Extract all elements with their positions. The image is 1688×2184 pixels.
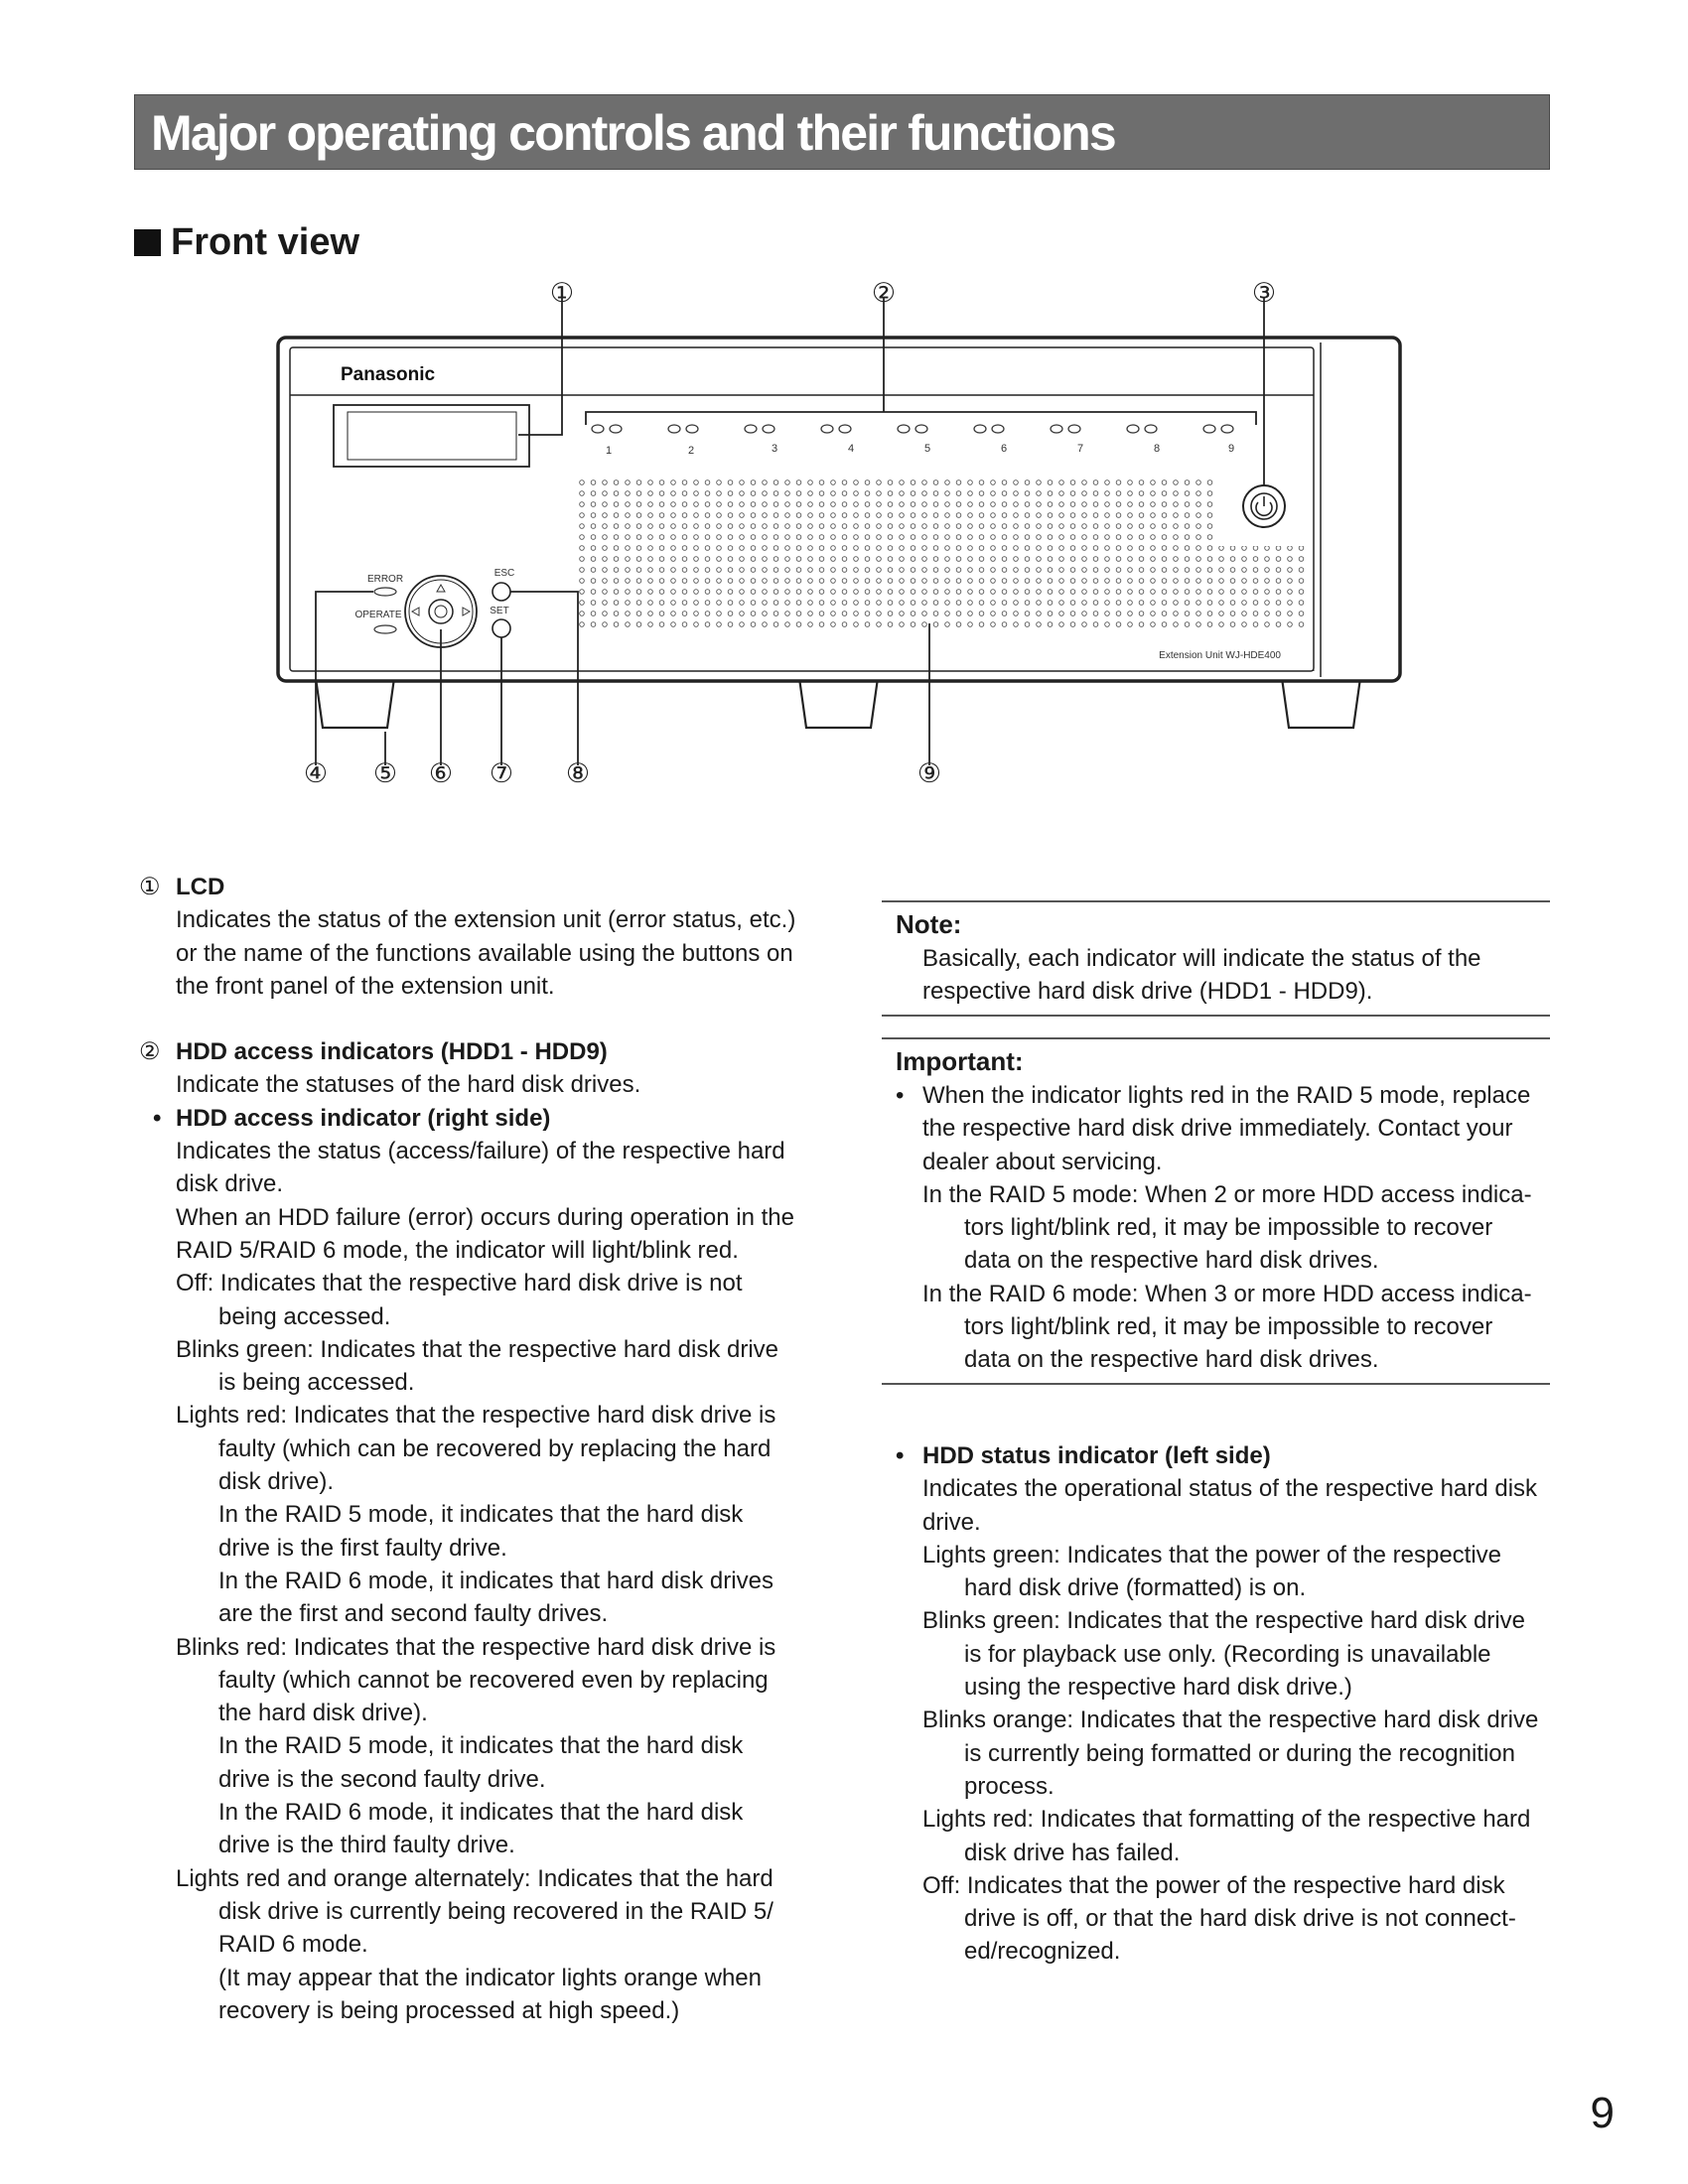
callout-9: ⑨ xyxy=(916,758,942,789)
svg-text:OPERATE: OPERATE xyxy=(354,610,402,620)
svg-text:8: 8 xyxy=(1153,443,1161,455)
callout-7: ⑦ xyxy=(489,758,514,789)
callout-6: ⑥ xyxy=(428,758,454,789)
status-indicator-section: • HDD status indicator (left side) Indicates the operational status of the respective hard disk drive. Lights green: Indicates that the power of the respective hard disk drive (formatted) is on. Blinks green: Indicates that the respective hard disk drive is for playback use only. (Recording is unavailable using the respective hard disk drive.) Blinks orange: Indicates that the respective hard disk drive is currently being formatted or during the recognition process. Lights red: Indicates that formatting of the respective hard disk drive has failed. Off: Indicates that the power of the respective hard disk drive is off, or that the hard disk drive is not connect- ed/recognized. xyxy=(896,1442,1539,1966)
callout-5: ⑤ xyxy=(372,758,398,789)
model-label: Extension Unit WJ-HDE400 xyxy=(1159,650,1281,661)
svg-text:5: 5 xyxy=(923,443,931,455)
page-number: 9 xyxy=(1590,2089,1615,2137)
svg-text:4: 4 xyxy=(847,443,855,455)
callout-8: ⑧ xyxy=(565,758,591,789)
foot-middle xyxy=(799,678,878,728)
lcd-heading: ① LCD xyxy=(139,874,225,900)
section-title: Front view xyxy=(171,221,360,263)
note-box: Note: Basically, each indicator will indicate the status of the respective hard disk drive (HDD1 - HDD9). xyxy=(882,900,1550,1017)
svg-text:1: 1 xyxy=(605,445,613,457)
callout-4: ④ xyxy=(303,758,329,789)
svg-text:3: 3 xyxy=(771,443,778,455)
foot-right xyxy=(1282,678,1360,728)
svg-text:ERROR: ERROR xyxy=(366,574,404,585)
brand-logo: Panasonic xyxy=(341,364,436,385)
access-indicator-heading: • HDD access indicator (right side) xyxy=(153,1104,551,1132)
left-column: ① LCD Indicates the status of the extension unit (error status, etc.) or the name of the functions available using the buttons on the front panel of the extension unit. ② HDD access indicators (HDD1 - HDD9) Indicate the statuses of the hard disk drives. • HDD access indicator (right side) Indicates the status (access/failure) of the respective hard disk drive. When an HDD failure (error) occurs during operation in the RAID 5/RAID 6 mode, the indicator will light/blink red. Off: Indicates that the respective hard disk drive is not being accessed. Blinks green: Indicates that the respective hard disk drive is being accessed. Lights red: Indicates that the respective hard disk drive is faulty (which can be recovered by replacing the hard disk drive). In the RAID 5 mode, it indicates that the hard disk drive is the first faulty drive. In the RAID 6 mode, it indicates that hard disk drives are the first and second faulty drives. Blinks red: Indicates that the respective hard disk drive is faulty (which cannot be recovered even by replacing the hard disk drive). In the RAID 5 mode, it indicates that the hard disk drive is the second faulty drive. In the RAID 6 mode, it indicates that the hard disk drive is the third faulty drive. Lights red and orange alternately: Indicates that the hard disk drive is currently being recovered in the RAID 5/ RAID 6 mode. (It may appear that the indicator lights orange when recovery is being processed at high speed.) xyxy=(139,871,814,2027)
important-box: Important: • When the indicator lights red in the RAID 5 mode, replace the respective hard disk drive immediately. Contact your dealer about servicing. In the RAID 5 mode: When 2 or more HDD access indica- tors light/blink red, it may be impossible to recover data on the respective hard disk drives. In the RAID 6 mode: When 3 or more HDD access indica- tors light/blink red, it may be impossible to recover data on the respective hard disk drives. xyxy=(882,1037,1550,1385)
callout-1: ① xyxy=(549,278,575,309)
hdd-heading: ② HDD access indicators (HDD1 - HDD9) xyxy=(139,1038,608,1066)
page-title: Major operating controls and their functions xyxy=(151,105,1115,161)
svg-text:6: 6 xyxy=(1000,443,1008,455)
svg-text:2: 2 xyxy=(687,445,695,457)
callout-3: ③ xyxy=(1251,278,1277,309)
svg-text:9: 9 xyxy=(1227,443,1235,455)
front-view-diagram xyxy=(0,0,1688,814)
foot-left xyxy=(316,678,394,728)
svg-text:SET: SET xyxy=(490,606,509,616)
svg-text:7: 7 xyxy=(1076,443,1084,455)
svg-text:ESC: ESC xyxy=(493,568,515,579)
callout-2: ② xyxy=(871,278,897,309)
